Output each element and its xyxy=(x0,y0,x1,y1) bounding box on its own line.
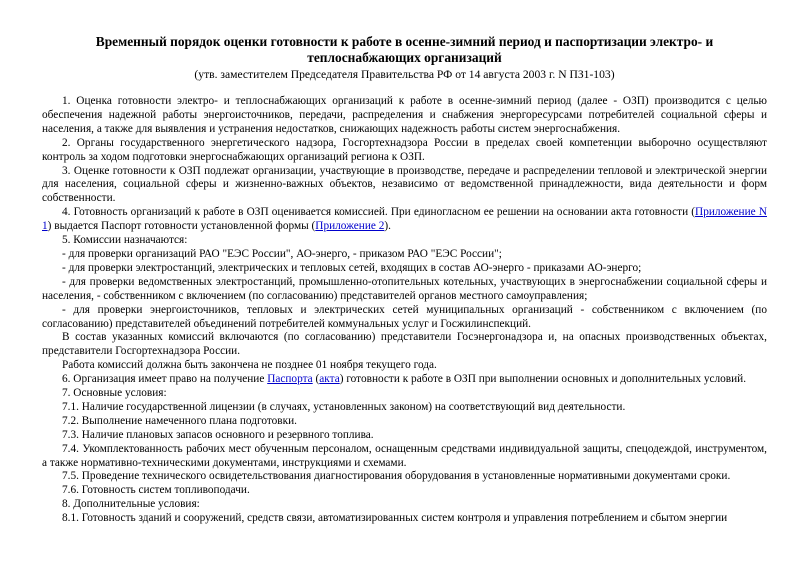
document-subtitle: (утв. заместителем Председателя Правительства РФ от 14 августа 2003 г. N ПЗ1-103) xyxy=(194,68,615,81)
paragraph-7-2: 7.2. Выполнение намеченного плана подготовки. xyxy=(62,414,297,427)
paragraph-8: 8. Дополнительные условия: xyxy=(62,498,200,511)
paragraph-6-text-a: 6. Организация имеет право на получение xyxy=(62,373,268,386)
paragraph-5-item-4: - для проверки энергоисточников, тепловых и электрических сетей муниципальных организаций - собственником с включением (по согласованию) представителей объединений потребителей коммунальных услуг и Госжилинспекций. xyxy=(42,303,767,330)
paragraph-4-text-b: ) выдается Паспорт готовности установленной формы ( xyxy=(47,220,316,233)
paragraph-5-item-2: - для проверки электростанций, электрических и тепловых сетей, входящих в состав АО-энерго - приказами АО-энерго; xyxy=(62,261,642,274)
appendix-2-link[interactable]: Приложение 2 xyxy=(315,220,385,233)
paragraph-8-1: 8.1. Готовность зданий и сооружений, средств связи, автоматизированных систем контроля и управления потреблением и сбытом энергии xyxy=(62,512,728,525)
paragraph-1: 1. Оценка готовности электро- и теплоснабжающих организаций к работе в осенне-зимний период (далее - ОЗП) производится с целью обеспечения надежной работы энергоисточников, передачи, распределения и снабжения энергоресурсами потребителей социальной сферы и населения, а также для выявления и устранения недостатков, снижающих надежность работы систем энергоснабжения. xyxy=(42,95,767,135)
paragraph-5-item-3: - для проверки ведомственных электростанций, промышленно-отопительных котельных, участвующих в энергоснабжении социальной сферы и населения, - собственником с включением (по согласованию) представителей органов местного самоуправления; xyxy=(42,275,767,302)
paragraph-5-deadline: Работа комиссий должна быть закончена не позднее 01 ноября текущего года. xyxy=(62,359,437,372)
passport-link[interactable]: Паспорта xyxy=(267,373,313,386)
paragraph-6 xyxy=(42,373,767,387)
paragraph-7-4: 7.4. Укомплектованность рабочих мест обученным персоналом, оснащенным средствами индивидуальной защиты, спецодеждой, инструментом, а также нормативно-техническими документами, инструкциями и схемами. xyxy=(42,442,767,469)
paragraph-3: 3. Оценке готовности к ОЗП подлежат организации, участвующие в производстве, передаче и распределении тепловой и электрической энергии для населения, социальной сферы и жизненно-важных объектов, независимо от ведомственной принадлежности, вида деятельности и форм собственности. xyxy=(42,164,767,205)
act-link[interactable]: акта xyxy=(319,373,340,386)
document-title: Временный порядок оценки готовности к работе в осенне-зимний период и паспортизации электро- и теплоснабжающих организаций xyxy=(95,34,714,65)
paragraph-4-text-a: 4. Готовность организаций к работе в ОЗП оценивается комиссией. При единогласном ее решении на основании акта готовности ( xyxy=(62,206,696,219)
paragraph-6-text-b: ( xyxy=(312,373,320,386)
paragraph-7-5: 7.5. Проведение технического освидетельствования диагностирования оборудования в установленные нормативными документами сроки. xyxy=(62,470,731,483)
paragraph-7-1: 7.1. Наличие государственной лицензии (в случаях, установленных законом) на соответствующий вид деятельности. xyxy=(62,400,626,413)
paragraph-6-text-c: ) готовности к работе в ОЗП при выполнении основных и дополнительных условий. xyxy=(339,373,747,386)
paragraph-2: 2. Органы государственного энергетического надзора, Госгортехнадзора России в пределах своей компетенции выборочно осуществляют контроль за ходом подготовки энергоснабжающих организаций региона к ОЗП. xyxy=(42,136,767,163)
paragraph-7-3: 7.3. Наличие плановых запасов основного и резервного топлива. xyxy=(62,428,374,441)
paragraph-7: 7. Основные условия: xyxy=(62,387,167,400)
document-body xyxy=(42,95,767,526)
appendix-1-link[interactable]: Приложение N 1 xyxy=(42,206,767,233)
paragraph-4-text-c: ). xyxy=(384,220,391,233)
paragraph-5-composition: В состав указанных комиссий включаются (по согласованию) представители Госэнергонадзора и, на опасных производственных объектах, представители Госгортехнадзора России. xyxy=(42,331,767,358)
paragraph-5: 5. Комиссии назначаются: xyxy=(62,234,188,247)
paragraph-7-6: 7.6. Готовность систем топливоподачи. xyxy=(62,484,250,497)
paragraph-5-item-1: - для проверки организаций РАО "ЕЭС России", АО-энерго, - приказом РАО "ЕЭС России"; xyxy=(62,247,502,260)
paragraph-4 xyxy=(42,206,767,234)
